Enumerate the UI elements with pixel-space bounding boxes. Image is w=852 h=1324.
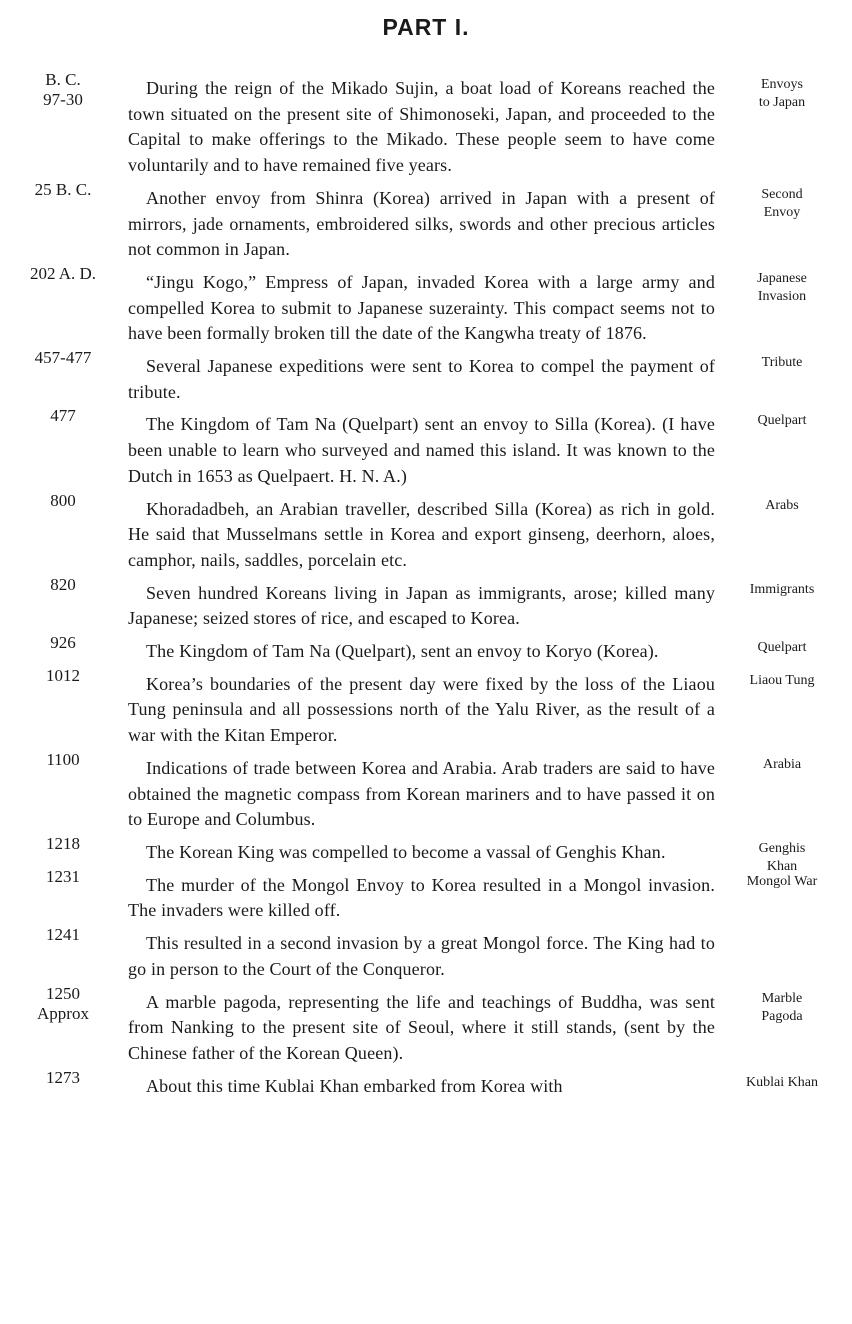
entry-date bbox=[0, 867, 126, 887]
entry-text: The Kingdom of Tam Na (Quelpart), sent an envoy to Koryo (Korea). bbox=[146, 641, 659, 662]
note-line: Quelpart bbox=[757, 413, 807, 429]
date-line: 1241 bbox=[46, 925, 80, 945]
entry-text: Another envoy from Shinra (Korea) arrived in Japan with a present of mirrors, jade ornaments, embroidered silks, swords and other precious articles not common in Japan. bbox=[128, 187, 715, 260]
entry-text: This resulted in a second invasion by a great Mongol force. The King had to go in person to the Court of the Conqueror. bbox=[128, 933, 715, 979]
entry-date bbox=[0, 1068, 126, 1088]
date-line: 1100 bbox=[46, 749, 80, 769]
margin-note bbox=[722, 412, 842, 430]
entry-text: During the reign of the Mikado Sujin, a boat load of Koreans reached the town situated on the present site of Shimonoseki, Japan, and proceeded to the Capital to make offerings to the Mikado. These people seem to have come voluntarily and to have remained five years. bbox=[128, 78, 715, 176]
date-line: 1218 bbox=[46, 833, 80, 853]
note-line: Khan bbox=[766, 858, 798, 874]
date-line: 926 bbox=[50, 633, 76, 653]
note-line: Tribute bbox=[761, 355, 803, 371]
margin-note bbox=[722, 497, 842, 515]
date-line: 97-30 bbox=[43, 90, 83, 109]
entry-bc-97-30 bbox=[0, 70, 852, 179]
entry-date bbox=[0, 348, 126, 368]
note-line: to Japan bbox=[758, 95, 806, 110]
entry-date bbox=[0, 70, 126, 110]
note-line: Envoys bbox=[761, 77, 803, 92]
entry-1218 bbox=[0, 833, 852, 874]
date-line: B. C. bbox=[45, 70, 81, 89]
date-line: 457-477 bbox=[34, 348, 92, 368]
entry-477 bbox=[0, 406, 852, 489]
margin-note bbox=[722, 756, 842, 774]
entry-date bbox=[0, 984, 126, 1024]
entry-926 bbox=[0, 633, 852, 665]
entry-1273 bbox=[0, 1067, 852, 1100]
entry-text: The murder of the Mongol Envoy to Korea resulted in a Mongol invasion. The invaders were killed off. bbox=[128, 874, 715, 921]
entry-457-477 bbox=[0, 348, 852, 405]
entry-1250 bbox=[0, 983, 852, 1067]
date-line: 1250 bbox=[46, 983, 80, 1003]
date-line: 1273 bbox=[46, 1067, 80, 1087]
entry-800 bbox=[0, 490, 852, 574]
entry-1241 bbox=[0, 925, 852, 982]
entry-text: Several Japanese expeditions were sent to Korea to compel the payment of tribute. bbox=[128, 356, 715, 402]
note-line: Immigrants bbox=[749, 581, 815, 597]
note-line: Arabs bbox=[765, 497, 799, 513]
entry-text: About this time Kublai Khan embarked from Korea with bbox=[146, 1075, 563, 1096]
entry-text: The Korean King was compelled to become a vassal of Genghis Khan. bbox=[146, 841, 666, 862]
note-line: Quelpart bbox=[757, 640, 807, 656]
margin-note bbox=[722, 270, 842, 306]
entry-date bbox=[0, 633, 126, 653]
margin-note bbox=[722, 639, 842, 657]
date-line: 477 bbox=[50, 406, 76, 426]
date-line: Approx bbox=[37, 1003, 89, 1023]
note-line: Arabia bbox=[762, 756, 802, 772]
date-line: 25 B. C. bbox=[34, 179, 92, 199]
entry-text: “Jingu Kogo,” Empress of Japan, invaded Korea with a large army and compelled Korea to submit to Japanese suzerainty. This compact seems not to have been formally broken till the date of the Kangwha treaty of 1876. bbox=[128, 271, 715, 344]
entry-820 bbox=[0, 574, 852, 632]
margin-note bbox=[722, 76, 842, 112]
note-line: Kublai Khan bbox=[746, 1074, 818, 1090]
page-title: PART I. bbox=[382, 14, 470, 40]
note-line: Pagoda bbox=[761, 1008, 803, 1024]
date-line: 800 bbox=[50, 490, 76, 510]
note-line: Invasion bbox=[757, 288, 807, 304]
entry-text: Khoradadbeh, an Arabian traveller, described Silla (Korea) as rich in gold. He said that Musselmans settle in Korea and export ginseng, deerhorn, aloes, camphor, nails, saddles, porcelain etc. bbox=[128, 498, 715, 570]
note-line: Japanese bbox=[757, 270, 807, 286]
entry-date bbox=[0, 264, 126, 284]
entry-1012 bbox=[0, 665, 852, 749]
entry-text: A marble pagoda, representing the life and teachings of Buddha, was sent from Nanking to the present site of Seoul, where it still stands, (sent by the Chinese father of the Korean Queen). bbox=[128, 991, 715, 1063]
entry-date bbox=[0, 834, 126, 854]
entry-date bbox=[0, 406, 126, 426]
margin-note bbox=[722, 1074, 842, 1092]
note-line: Mongol War bbox=[746, 873, 818, 889]
entry-date bbox=[0, 750, 126, 770]
chronology-entries bbox=[0, 70, 852, 1106]
date-line: 1231 bbox=[46, 866, 80, 886]
margin-note bbox=[722, 990, 842, 1026]
entry-date bbox=[0, 575, 126, 595]
margin-note bbox=[722, 581, 842, 599]
margin-note bbox=[722, 186, 842, 222]
entry-date bbox=[0, 180, 126, 200]
entry-date bbox=[0, 925, 126, 945]
note-line: Marble bbox=[761, 990, 803, 1006]
entry-text: Korea’s boundaries of the present day were fixed by the loss of the Liaou Tung peninsula and all possessions north of the Yalu River, as the result of a war with the Kitan Emperor. bbox=[128, 673, 715, 746]
entry-text: Indications of trade between Korea and Arabia. Arab traders are said to have obtained the magnetic compass from Korean mariners and to have passed it on to Europe and Columbus. bbox=[128, 757, 715, 830]
entry-text: Seven hundred Koreans living in Japan as immigrants, arose; killed many Japanese; seized stores of rice, and escaped to Korea. bbox=[128, 582, 715, 629]
entry-1100 bbox=[0, 749, 852, 833]
margin-note bbox=[722, 873, 842, 891]
entry-date bbox=[0, 666, 126, 686]
margin-note bbox=[722, 672, 842, 690]
note-line: Liaou Tung bbox=[749, 672, 815, 688]
note-line: Envoy bbox=[763, 204, 801, 220]
entry-date bbox=[0, 491, 126, 511]
margin-note bbox=[722, 354, 842, 372]
date-line: 202 A. D. bbox=[29, 263, 97, 283]
date-line: 820 bbox=[50, 574, 76, 594]
entry-text: The Kingdom of Tam Na (Quelpart) sent an envoy to Silla (Korea). (I have been unable to learn who surveyed and named this island. It was known to the Dutch in 1653 as Quelpaert. H. N. A.) bbox=[128, 414, 715, 486]
note-line: Genghis bbox=[758, 840, 806, 856]
margin-note bbox=[722, 840, 842, 876]
note-line: Second bbox=[761, 186, 803, 202]
date-line: 1012 bbox=[46, 665, 80, 685]
entry-25-bc bbox=[0, 179, 852, 263]
entry-202-ad bbox=[0, 263, 852, 347]
